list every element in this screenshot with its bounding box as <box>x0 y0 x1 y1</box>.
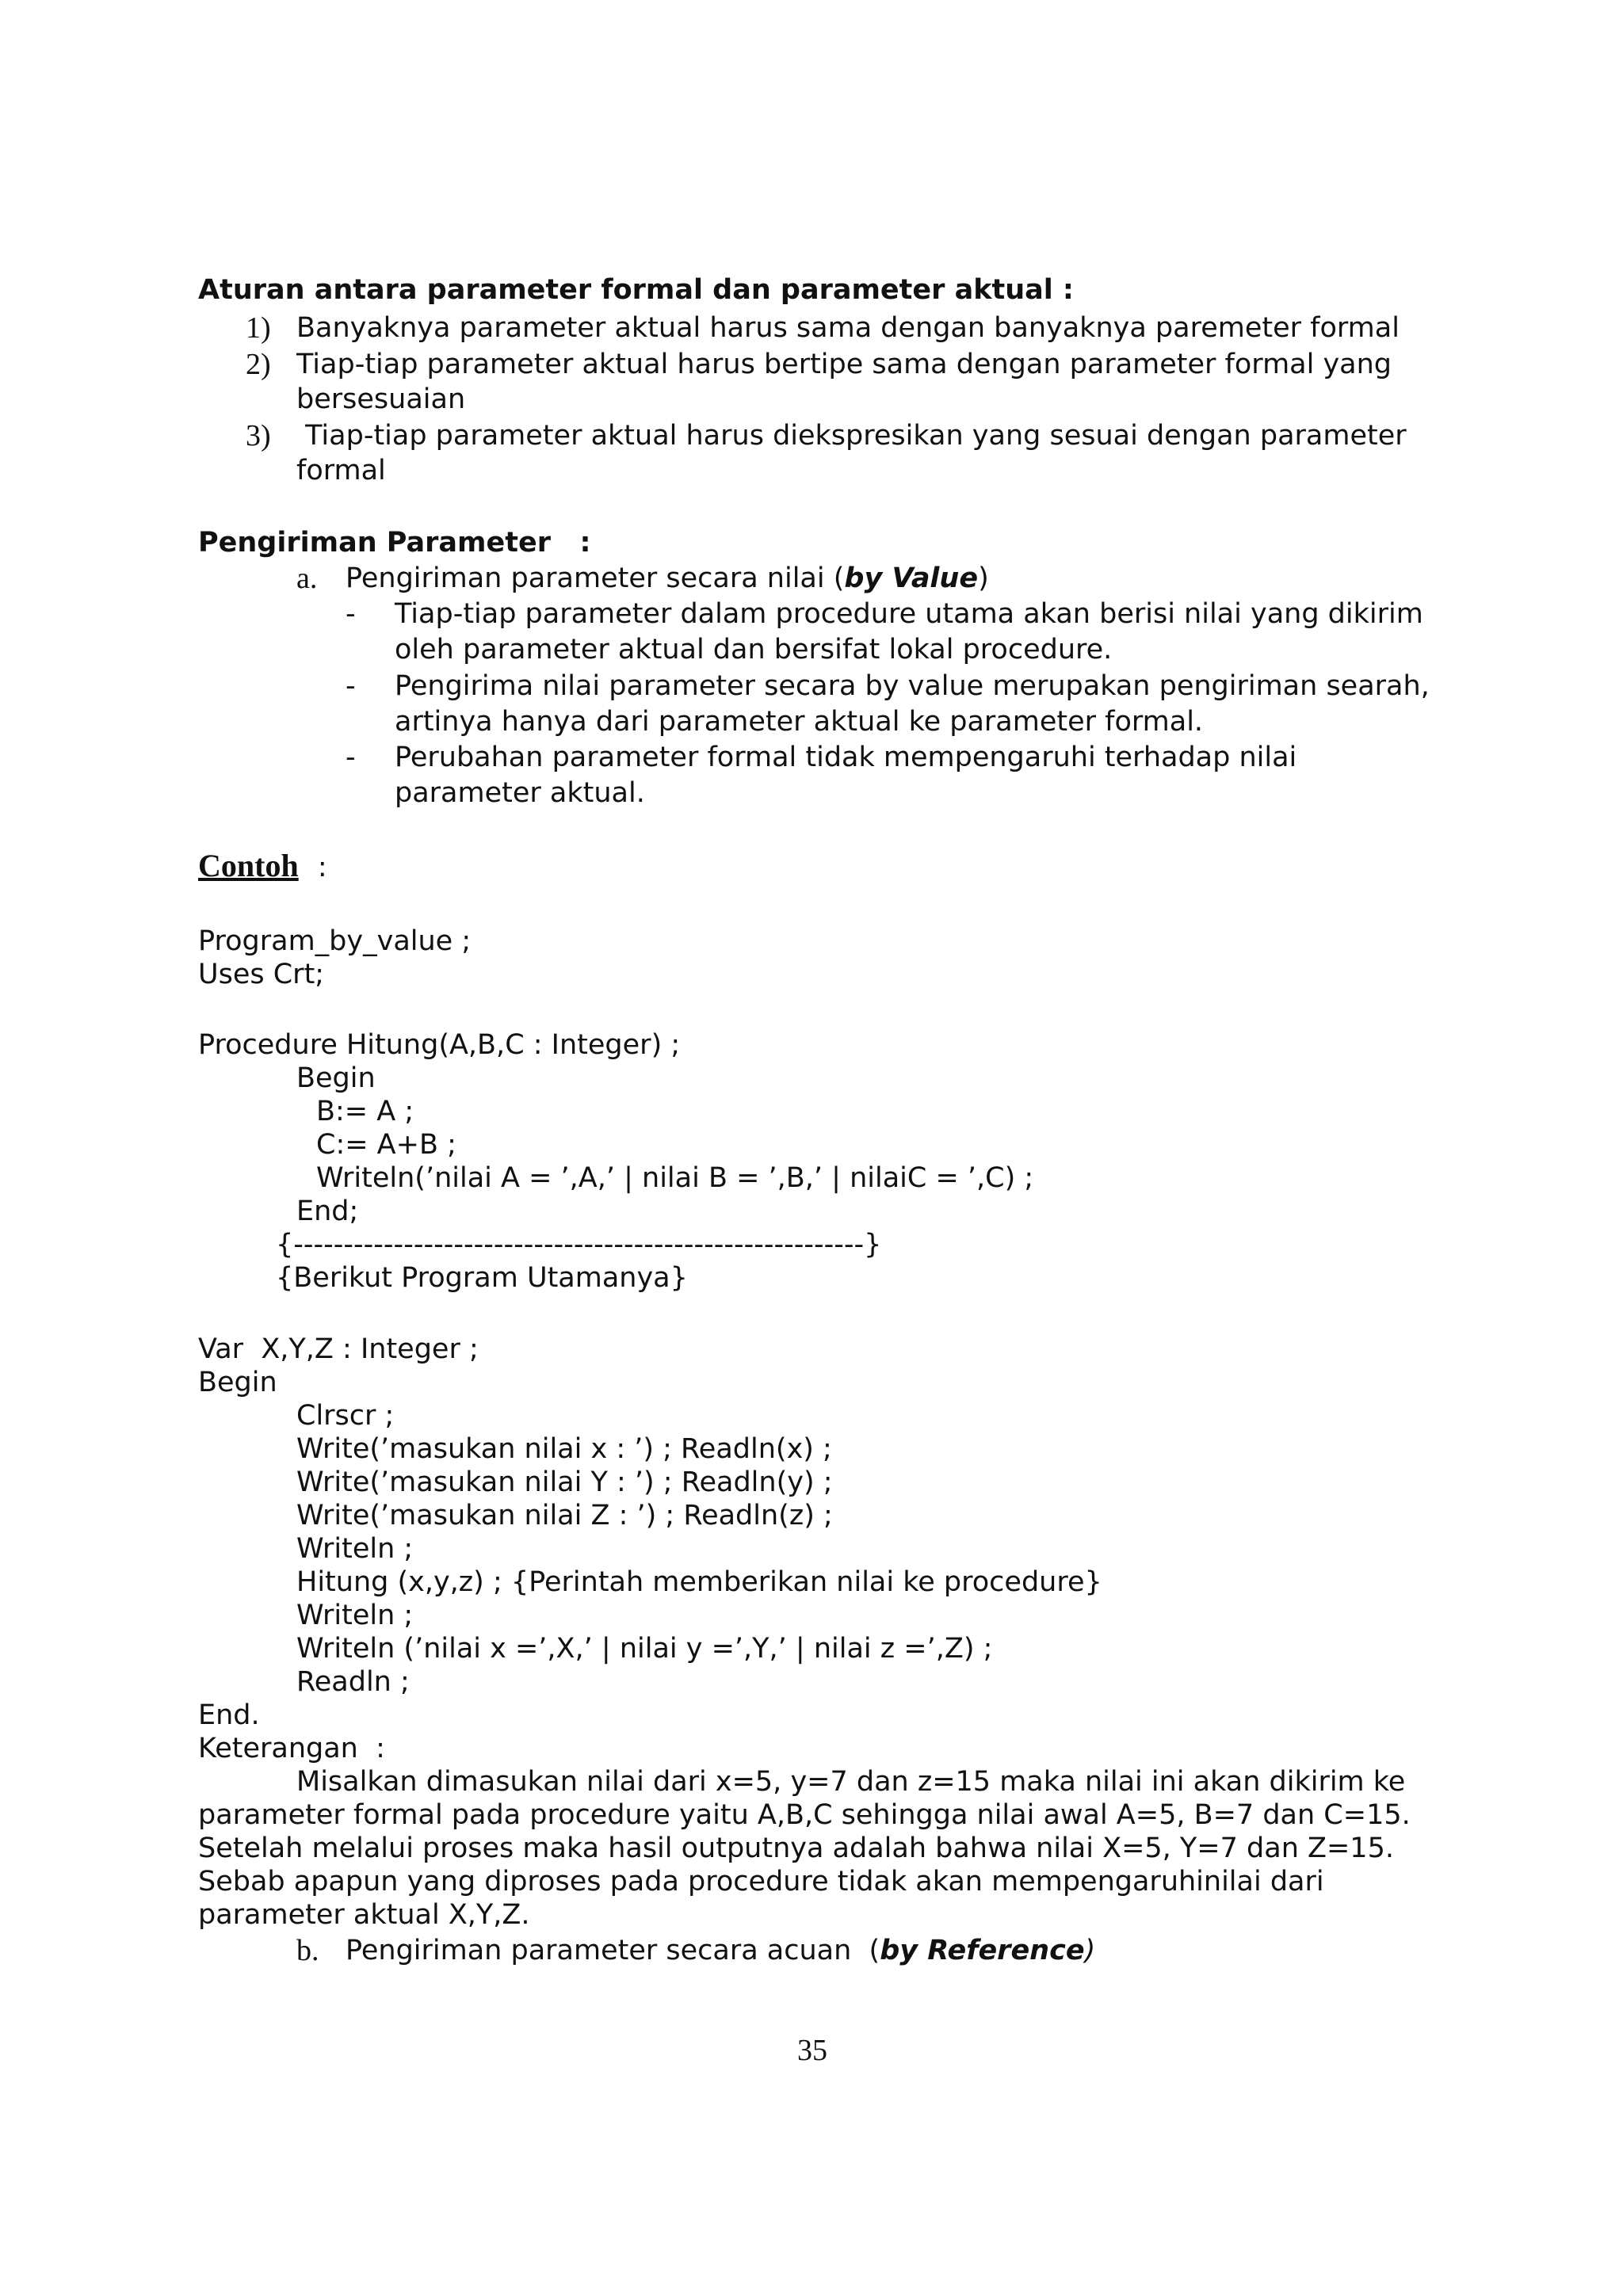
list-item-text: Banyaknya parameter aktual harus sama dengan banyaknya paremeter formal <box>296 312 1400 344</box>
code-line: End; <box>296 1196 359 1227</box>
bullet-dash: - <box>346 670 356 702</box>
bullet-text: Tiap-tiap parameter dalam procedure utama akan berisi nilai yang dikirim <box>395 598 1423 630</box>
code-line: Procedure Hitung(A,B,C : Integer) ; <box>198 1029 681 1061</box>
bullet-text: Perubahan parameter formal tidak mempengaruhi terhadap nilai <box>395 742 1297 773</box>
sub-heading-by-reference: Pengiriman parameter secara acuan (by Reference) <box>346 1935 1096 1966</box>
sub-marker-b: b. <box>296 1934 319 1967</box>
bullet-text: artinya hanya dari parameter aktual ke parameter formal. <box>395 706 1204 738</box>
list-item-text: formal <box>296 455 386 486</box>
list-number: 2) <box>246 348 271 381</box>
keterangan-text: parameter formal pada procedure yaitu A,B,C sehingga nilai awal A=5, B=7 dan C=15. <box>198 1799 1411 1831</box>
keterangan-text: Setelah melalui proses maka hasil outputnya adalah bahwa nilai X=5, Y=7 dan Z=15. <box>198 1833 1394 1864</box>
code-comment-divider: {---------------------------------------------------------} <box>276 1229 882 1261</box>
list-number: 1) <box>246 311 271 345</box>
sub-marker-a: a. <box>296 562 318 595</box>
keterangan-text: parameter aktual X,Y,Z. <box>198 1899 530 1931</box>
code-line: Writeln (’nilai x =’,X,’ | nilai y =’,Y,’ | nilai z =’,Z) ; <box>296 1633 993 1665</box>
code-line: Begin <box>296 1062 376 1094</box>
code-line: B:= A ; <box>316 1096 414 1127</box>
contoh-heading: Contoh : <box>198 848 327 883</box>
code-comment: {Berikut Program Utamanya} <box>276 1262 688 1294</box>
list-number: 3) <box>246 419 271 452</box>
section-heading-aturan: Aturan antara parameter formal dan parameter aktual : <box>198 274 1074 306</box>
code-line: Program_by_value ; <box>198 925 472 957</box>
code-line: End. <box>198 1699 260 1731</box>
code-line: Clrscr ; <box>296 1400 395 1432</box>
list-item-text: Tiap-tiap parameter aktual harus bertipe sama dengan parameter formal yang <box>296 349 1392 380</box>
code-line: Write(’masukan nilai Y : ’) ; Readln(y) ; <box>296 1466 833 1498</box>
list-item-text: Tiap-tiap parameter aktual harus diekspresikan yang sesuai dengan parameter <box>296 420 1407 452</box>
code-line: Var X,Y,Z : Integer ; <box>198 1333 479 1365</box>
code-line: Write(’masukan nilai Z : ’) ; Readln(z) ; <box>296 1500 833 1531</box>
code-line: Writeln(’nilai A = ’,A,’ | nilai B = ’,B,’ | nilaiC = ’,C) ; <box>316 1162 1034 1194</box>
code-line: Write(’masukan nilai x : ’) ; Readln(x) ; <box>296 1433 832 1465</box>
bullet-text: Pengirima nilai parameter secara by value merupakan pengiriman searah, <box>395 670 1430 702</box>
section-heading-pengiriman: Pengiriman Parameter : <box>198 527 591 559</box>
code-line: Writeln ; <box>296 1533 414 1565</box>
keterangan-text: Sebab apapun yang diproses pada procedure tidak akan mempengaruhinilai dari <box>198 1866 1324 1897</box>
code-line: Writeln ; <box>296 1600 414 1631</box>
code-line: C:= A+B ; <box>316 1129 456 1161</box>
bullet-text: parameter aktual. <box>395 777 645 809</box>
keterangan-label: Keterangan : <box>198 1733 385 1764</box>
bullet-dash: - <box>346 742 356 773</box>
keterangan-text: Misalkan dimasukan nilai dari x=5, y=7 dan z=15 maka nilai ini akan dikirim ke <box>296 1766 1406 1798</box>
code-line: Begin <box>198 1367 277 1398</box>
page-number: 35 <box>797 2034 827 2067</box>
bullet-text: oleh parameter aktual dan bersifat lokal procedure. <box>395 634 1113 666</box>
code-line: Hitung (x,y,z) ; {Perintah memberikan nilai ke procedure} <box>296 1566 1102 1598</box>
bullet-dash: - <box>346 598 356 630</box>
sub-heading-by-value: Pengiriman parameter secara nilai (by Value) <box>346 563 989 594</box>
code-line: Readln ; <box>296 1666 410 1698</box>
code-line: Uses Crt; <box>198 959 325 990</box>
list-item-text: bersesuaian <box>296 383 466 415</box>
